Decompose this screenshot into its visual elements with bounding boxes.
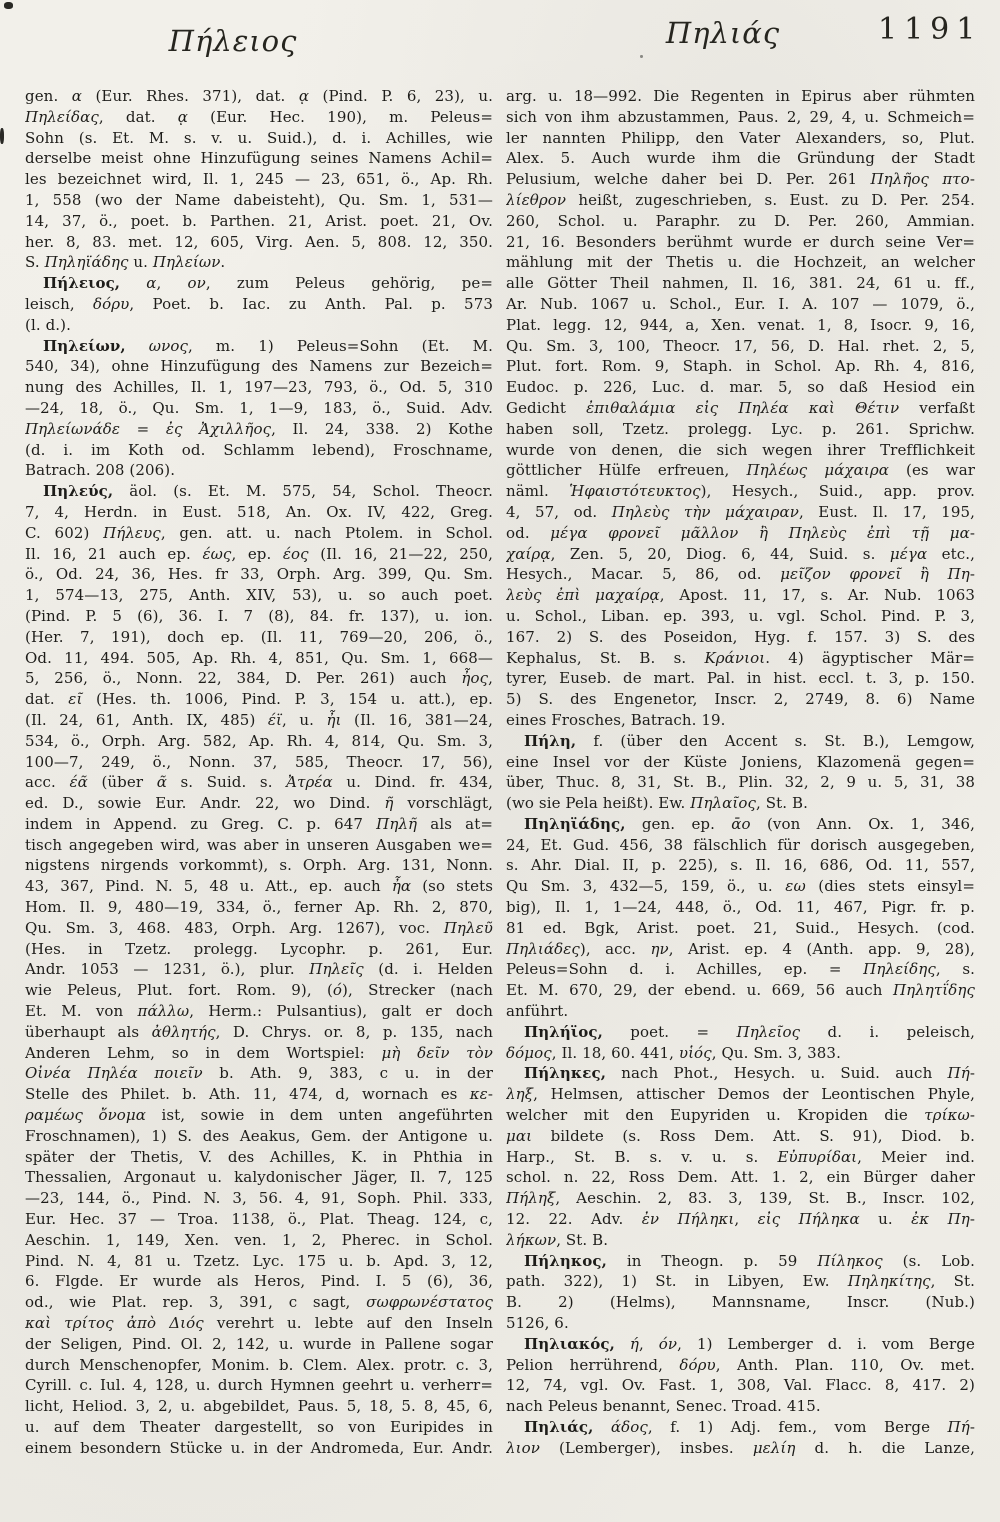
text-line: 5, 256, ö., Nonn. 22, 384, D. Per. 261) auch ἦος, [25, 669, 493, 688]
greek-text: μάχαιρα [824, 461, 889, 480]
greek-text: ἦι [326, 710, 342, 729]
greek-text: Πηλείδης [863, 960, 936, 979]
text-line: 100—7, 249, ö., Nonn. 37, 585, Theocr. 17, 56), [25, 752, 493, 771]
text-line: wie Peleus, Plut. fort. Rom. 9), (ό), Strecker (nach [25, 981, 493, 1000]
text-line: Πήληκες, nach Phot., Hesych. u. Suid. auch Πή- [524, 1064, 975, 1083]
text-line: u. Schol., Liban. ep. 393, u. vgl. Schol. Pind. P. 3, [506, 606, 975, 625]
text-line: Pelion herrührend, δόρυ, Anth. Plan. 110, Ov. met. [506, 1355, 975, 1374]
greek-text: ἐπὶ [556, 586, 581, 605]
greek-text: Πη [947, 565, 970, 584]
text-line: od. μέγα φρονεῖ μᾶλλον ἢ Πηλεὺς ἐπὶ τῇ μα- [506, 523, 975, 542]
greek-text: πτο [942, 170, 970, 189]
entry-headword: Πηλήϊος, [524, 1022, 603, 1041]
entry-headword: Πήληκος, [524, 1251, 607, 1270]
text-line: C. 602) Πήλευς, gen. att. u. nach Ptolem. in Schol. [25, 523, 493, 542]
greek-text: Πηλεῖος [736, 1022, 801, 1041]
scan-artifact [4, 2, 13, 9]
text-line: big), Il. 1, 1—24, 448, ö., Od. 11, 467, Pigr. fr. p. [506, 898, 975, 917]
text-line: sich von ihm abzustammen, Paus. 2, 29, 4, u. Schmeich= [506, 107, 975, 126]
text-line: 24, Et. Gud. 456, 38 fälschlich für dorisch ausgegeben, [506, 835, 975, 854]
text-line: Andr. 1053 — 1231, ö.), plur. Πηλεῖς (d. i. Helden [25, 960, 493, 979]
greek-text: ἐν [641, 1210, 660, 1229]
greek-text: ᾱο [731, 814, 751, 833]
text-line: welcher mit den Eupyriden u. Kropiden die τρίκω- [506, 1106, 975, 1125]
text-line: Πηλιάδες), acc. ην, Arist. ep. 4 (Anth. app. 9, 28), [506, 939, 975, 958]
greek-text: άδος [610, 1418, 648, 1436]
text-line: Πηλείων, ωνος, m. 1) Peleus=Sohn (Et. M. [43, 336, 493, 355]
greek-text: Πή [947, 1418, 970, 1436]
text-line: 43, 367, Pind. N. 5, 48 u. Att., ep. auch ἦα (so stets [25, 877, 493, 896]
text-line: καὶ τρίτος ἀπὸ Διός verehrt u. lebte auf den Inseln [25, 1314, 493, 1333]
greek-text: σωφρωνέστατος [366, 1293, 493, 1312]
text-line: u. auf dem Theater dargestellt, so von Euripides in [25, 1418, 493, 1436]
text-line: S. Πηληϊάδης u. Πηλείων. [25, 253, 226, 272]
entry-headword: Πηλεύς, [43, 482, 114, 501]
text-line: 4, 57, od. Πηλεὺς τὴν μάχαιραν, Eust. Il. 17, 195, [506, 502, 975, 521]
greek-text: Διός [169, 1314, 204, 1333]
greek-text: Ἀτρέα [286, 773, 333, 792]
text-line: Eudoc. p. 226, Luc. d. mar. 5, so daß Hesiod ein [506, 378, 975, 397]
text-line: derselbe meist ohne Hinzufügung seines Namens Achil= [25, 149, 493, 168]
text-line: göttlicher Hülfe erfreuen, Πηλέως μάχαιρα (es war [506, 461, 975, 480]
greek-text: Πηλείωνάδε [25, 419, 121, 438]
text-line: Et. M. von πάλλω, Herm.: Pulsantius), galt er doch [25, 1002, 493, 1021]
text-line: (Il. 24, 61, Anth. IX, 485) έϊ, u. ἦι (Il. 16, 381—24, [25, 710, 493, 729]
greek-text: ᾳ [177, 107, 188, 126]
text-line: 81 ed. Bgk, Arist. poet. 21, Suid., Hesych. (cod. [506, 918, 975, 937]
entry-headword: Πήλειος, [43, 274, 121, 293]
text-line: (Pind. P. 5 (6), 36. I. 7 (8), 84. fr. 137), u. ion. [25, 606, 493, 625]
greek-text: Πήληκι [677, 1210, 735, 1229]
text-line: 7, 4, Herdn. in Eust. 518, An. Ox. IV, 422, Greg. [25, 502, 493, 521]
greek-text: τῇ [911, 523, 930, 542]
text-line: Il. 16, 21 auch ep. έως, ep. έος (Il. 16, 21—22, 250, [25, 544, 493, 563]
text-line: eines Frosches, Batrach. 19. [506, 710, 726, 729]
text-line: überhaupt als ἀθλητής, D. Chrys. or. 8, p. 135, nach [25, 1022, 493, 1041]
running-head-right: Πηλιάς [665, 16, 781, 50]
text-line: Od. 11, 494. 505, Ap. Rh. 4, 851, Qu. Sm. 1, 668— [25, 648, 493, 667]
greek-text: ᾳ [298, 87, 310, 105]
text-line: alle Götter Theil nahmen, Il. 16, 381. 24, 61 u. ff., [506, 274, 975, 293]
text-line: Alex. 5. Auch wurde ihm die Gründung der Stadt [506, 149, 975, 168]
text-line: tyrer, Euseb. de mart. Pal. in hist. eccl. t. 3, p. 150. [506, 669, 975, 688]
text-line: μαι bildete (s. Ross Dem. Att. S. 91), Diod. b. [506, 1126, 975, 1145]
greek-text: μᾶλλον [680, 523, 739, 542]
greek-text: ληξ [506, 1085, 534, 1104]
text-line: ραμέως ὄνομα ist, sowie in dem unten angeführten [25, 1106, 493, 1125]
text-line: 1, 558 (wo der Name dabeisteht), Qu. Sm. 1, 531— [25, 190, 493, 209]
greek-text: έος [282, 544, 309, 563]
greek-text: Πηλητΐδης [892, 981, 975, 1000]
greek-text: μέγα [550, 523, 588, 542]
greek-text: Οἰνέα [25, 1064, 71, 1083]
greek-text: ποιεῖν [154, 1064, 203, 1083]
greek-text: ωνος [148, 336, 188, 355]
greek-text: Ἀχιλλῆος [199, 419, 272, 438]
text-line: χαίρᾳ, Zen. 5, 20, Diog. 6, 44, Suid. s. μέγα etc., [506, 544, 975, 563]
text-line: Qu Sm. 3, 432—5, 159, ö., u. εω (dies stets einsyl= [506, 877, 975, 896]
greek-text: δόρυ [679, 1355, 716, 1374]
text-line: Πήληκος, in Theogn. p. 59 Πίληκος (s. Lob. [524, 1251, 975, 1270]
greek-text: Πήληξ [506, 1189, 556, 1208]
greek-text: δόρυ [92, 294, 130, 313]
greek-text: Πηλεὺς [788, 523, 847, 542]
greek-text: Πηλείδας [25, 107, 99, 126]
text-line: les bezeichnet wird, Il. 1, 245 — 23, 651, ö., Ap. Rh. [25, 170, 493, 189]
text-line: 540, 34), ohne Hinzufügung des Namens zur Bezeich= [25, 357, 493, 376]
text-line: 5) S. des Engenetor, Inscr. 2, 2749, 8. 6) Name [506, 690, 975, 709]
text-line: 14, 37, ö., poet. b. Parthen. 21, Arist. poet. 21, Ov. [25, 211, 493, 230]
text-line: Thessalien, Argonaut u. kalydonischer Jäger, Il. 7, 125 [25, 1168, 493, 1187]
text-line: Plat. legg. 12, 944, a, Xen. venat. 1, 8, Isocr. 9, 16, [506, 315, 975, 334]
text-line: (wo sie Pela heißt). Ew. Πηλαῖος, St. B. [506, 794, 808, 813]
text-column-left [25, 86, 493, 1459]
text-line: Peleus=Sohn d. i. Achilles, ep. = Πηλείδης, s. [506, 960, 975, 979]
text-line: Πήληξ, Aeschin. 2, 83. 3, 139, St. B., Inscr. 102, [506, 1189, 975, 1208]
text-line: λίεθρον heißt, zugeschrieben, s. Eust. zu D. Per. 254. [506, 190, 975, 209]
greek-text: μὴ [381, 1043, 401, 1062]
text-line: acc. έᾶ (über ᾶ s. Suid. s. Ἀτρέα u. Dind. fr. 434, [25, 773, 493, 792]
text-line: Pelusium, welche daher bei D. Per. 261 Πηλῆος πτο- [506, 170, 975, 189]
greek-text: φρονεῖ [608, 523, 661, 542]
greek-text: ἐς [165, 419, 183, 438]
text-line: B. 2) (Helms), Mannsname, Inscr. (Nub.) [506, 1293, 975, 1312]
text-line: 6. Flgde. Er wurde als Heros, Pind. I. 5 (6), 36, [25, 1272, 493, 1291]
text-line: anführt. [506, 1002, 569, 1021]
text-line: Plut. fort. Rom. 9, Staph. in Schol. Ap. Rh. 4, 816, [506, 357, 975, 376]
greek-text: ἢ [758, 523, 769, 542]
greek-text: Ἡφαιστότευκτος [569, 482, 701, 501]
text-line: —24, 18, ö., Qu. Sm. 1, 1—9, 183, ö., Suid. Adv. [25, 398, 493, 417]
text-line: Aeschin. 1, 149, Xen. ven. 1, 2, Pherec. in Schol. [25, 1230, 493, 1249]
text-line: 5126, 6. [506, 1314, 569, 1333]
text-line: (Her. 7, 191), doch ep. (Il. 11, 769—20, 206, ö., [25, 627, 493, 646]
greek-text: έϊ [267, 710, 283, 729]
greek-text: τὴν [683, 502, 711, 521]
text-line: durch Menschenopfer, Monim. b. Clem. Alex. protr. c. 3, [25, 1355, 493, 1374]
text-line: über, Thuc. 8, 31, St. B., Plin. 32, 2, 9 u. 5, 31, 38 [506, 773, 975, 792]
greek-text: λήκων [506, 1230, 557, 1249]
greek-text: ό [332, 981, 343, 1000]
greek-text: Πή [947, 1064, 970, 1083]
greek-text: Πηλεὺς [611, 502, 670, 521]
text-line: path. 322), 1) St. in Libyen, Ew. Πηληκίτης, St. [506, 1272, 975, 1291]
text-line: 260, Schol. u. Paraphr. zu D. Per. 260, Ammian. [506, 211, 975, 230]
text-line: 21, 16. Besonders berühmt wurde er durch seine Ver= [506, 232, 975, 251]
text-line: arg. u. 18—992. Die Regenten in Epirus aber rühmten [506, 87, 975, 105]
greek-text: μεῖζον [780, 565, 831, 584]
greek-text: τὸν [466, 1043, 493, 1062]
greek-text: καὶ [25, 1314, 52, 1333]
text-line: Sohn (s. Et. M. s. v. u. Suid.), d. i. Achilles, wie [25, 128, 493, 147]
greek-text: δόμος [506, 1043, 552, 1062]
text-line: 534, ö., Orph. Arg. 582, Ap. Rh. 4, 814, Qu. Sm. 3, [25, 731, 493, 750]
entry-headword: Πήλη, [524, 731, 577, 750]
text-line: (Hes. in Tzetz. prolegg. Lycophr. p. 261, Eur. [25, 939, 493, 958]
text-line: —23, 144, ö., Pind. N. 3, 56. 4, 91, Soph. Phil. 333, [25, 1189, 493, 1208]
greek-text: τρίκω [924, 1106, 970, 1125]
entry-headword: Πήληκες, [524, 1064, 607, 1083]
text-line: nigstens nirgends vorkommt), s. Orph. Arg. 131, Nonn. [25, 856, 493, 875]
text-line: λιον (Lemberger), insbes. μελίη d. h. die Lanze, [506, 1438, 975, 1457]
text-line: (d. i. im Koth od. Schlamm lebend), Froschname, [25, 440, 493, 459]
greek-text: α [146, 274, 157, 293]
greek-text: ην [650, 939, 669, 958]
greek-text: Πηληκίτης [847, 1272, 931, 1291]
entry-headword: Πηλιάς, [524, 1418, 594, 1436]
text-line: λεὺς ἐπὶ μαχαίρᾳ, Apost. 11, 17, s. Ar. Nub. 1063 [506, 586, 975, 605]
text-line: indem in Append. zu Greg. C. p. 647 Πηλῆ als at= [25, 814, 493, 833]
entry-headword: Πηλιακός, [524, 1334, 615, 1353]
text-line: 1, 574—13, 275, Anth. XIV, 53), u. so auch poet. [25, 586, 493, 605]
greek-text: Πηλέα [738, 398, 789, 417]
greek-text: Πηληϊάδης [44, 253, 129, 272]
greek-text: υἱός [678, 1043, 712, 1062]
text-line: ler nannten Philipp, den Vater Alexanders, so, Plut. [506, 128, 975, 147]
greek-text: εῖ [68, 690, 83, 709]
text-line: nach Peleus benannt, Senec. Troad. 415. [506, 1397, 821, 1416]
greek-text: Θέτιν [855, 398, 900, 417]
greek-text: ἦος [461, 669, 489, 688]
greek-text: Πηλέως [746, 461, 808, 480]
text-line: schol. n. 22, Ross Dem. Att. 1. 2, ein Bürger daher [506, 1168, 975, 1187]
text-line: Cyrill. c. Iul. 4, 128, u. durch Hymnen geehrt u. verherr= [25, 1376, 493, 1395]
greek-text: ραμέως [25, 1106, 83, 1125]
text-line: licht, Heliod. 3, 2, u. abgebildet, Paus. 5, 18, 5. 8, 45, 6, [25, 1397, 493, 1416]
text-line: s. Ahr. Dial. II, p. 225), s. Il. 16, 686, Od. 11, 557, [506, 856, 975, 875]
greek-text: ἦα [391, 877, 412, 896]
text-line: Gedicht ἐπιθαλάμια εἰς Πηλέα καὶ Θέτιν verfaßt [506, 398, 975, 417]
greek-text: τρίτος [64, 1314, 114, 1333]
text-line: 12, 74, vgl. Ov. Fast. 1, 308, Val. Flacc. 8, 417. 2) [506, 1376, 975, 1395]
greek-text: Πηλείων [152, 253, 221, 272]
greek-text: μαχαίρᾳ [595, 586, 660, 605]
greek-text: ῆ [384, 794, 394, 813]
text-line: Et. M. 670, 29, der ebend. u. 669, 56 auch Πηλητΐδης [506, 981, 975, 1000]
greek-text: φρονεῖ [849, 565, 902, 584]
text-line: der Seligen, Pind. Ol. 2, 142, u. wurde in Pallene sogar [25, 1334, 493, 1353]
text-line: Anderen Lehm, so in dem Wortspiel: μὴ δεῖν τὸν [25, 1043, 493, 1062]
text-line: Πηλιάς, άδος, f. 1) Adj. fem., vom Berge Πή- [524, 1418, 975, 1436]
greek-text: Πηλεῖς [309, 960, 364, 979]
greek-text: Κράνιοι [704, 648, 766, 667]
text-line: ληξ, Helmsen, attischer Demos der Leontischen Phyle, [506, 1085, 975, 1104]
text-line: Hesych., Macar. 5, 86, od. μεῖζον φρονεῖ ἢ Πη- [506, 565, 975, 584]
text-line: Batrach. 208 (206). [25, 461, 176, 480]
text-line: mählung mit der Thetis u. die Hochzeit, an welcher [506, 253, 975, 272]
text-line: δόμος, Il. 18, 60. 441, υἱός, Qu. Sm. 3, 383. [506, 1043, 841, 1062]
greek-text: εἰς [695, 398, 719, 417]
text-line: Froschnamen), 1) S. des Aeakus, Gem. der Antigone u. [25, 1126, 493, 1145]
greek-text: ὄνομα [98, 1106, 146, 1125]
text-line: Οἰνέα Πηλέα ποιεῖν b. Ath. 9, 383, c u. in der [25, 1064, 493, 1083]
greek-text: λιον [506, 1438, 540, 1457]
greek-text: ἐπιθαλάμια [586, 398, 676, 417]
greek-text: ᾶ [156, 773, 167, 792]
greek-text: πάλλω [137, 1002, 190, 1021]
scan-artifact [640, 55, 643, 58]
text-column-right [506, 86, 975, 1459]
text-line: tisch angegeben wird, was aber in unseren Ausgaben we= [25, 835, 493, 854]
greek-text: ἀπὸ [126, 1314, 157, 1333]
text-line: Stelle des Philet. b. Ath. 11, 474, d, wornach es κε- [25, 1085, 493, 1104]
greek-text: ἢ [919, 565, 929, 584]
greek-text: Πηλιάδες [506, 939, 580, 958]
text-line: Πηλεύς, äol. (s. Et. M. 575, 54, Schol. Theocr. [43, 482, 493, 501]
text-line: Πηλιακός, ή, όν, 1) Lemberger d. i. vom Berge [524, 1334, 975, 1353]
text-line: wurde von denen, die sich wegen ihrer Trefflichkeit [506, 440, 975, 459]
text-line: eine Insel vor der Küste Joniens, Klazomenä gegen= [506, 752, 975, 771]
text-line: ed. D., sowie Eur. Andr. 22, wo Dind. ῆ vorschlägt, [25, 794, 493, 813]
greek-text: μέγα [889, 544, 928, 563]
greek-text: ον [187, 274, 206, 293]
greek-text: όν [658, 1334, 678, 1353]
greek-text: χαίρᾳ [506, 544, 551, 563]
text-line: Qu. Sm. 3, 468. 483, Orph. Arg. 1267), voc. Πηλεῦ [25, 918, 493, 937]
greek-text: εἰς [757, 1210, 781, 1229]
entry-headword: Πηλείων, [43, 336, 126, 355]
greek-text: λίεθρον [506, 190, 567, 209]
greek-text: έως [202, 544, 232, 563]
text-line: Pind. N. 4, 81 u. Tzetz. Lyc. 175 u. b. Apd. 3, 12, [25, 1251, 493, 1270]
greek-text: Πηλέα [87, 1064, 138, 1083]
text-line: λήκων, St. B. [506, 1230, 609, 1249]
text-line: Eur. Hec. 37 — Troa. 1138, ö., Plat. Theag. 124, c, [25, 1210, 493, 1229]
greek-text: ή [629, 1334, 639, 1353]
text-line: Πήλη, f. (über den Accent s. St. B.), Lemgow, [524, 731, 975, 750]
text-line: dat. εῖ (Hes. th. 1006, Pind. P. 3, 154 u. att.), ep. [25, 690, 493, 709]
text-line: (l. d.). [25, 315, 71, 334]
greek-text: Πίληκος [817, 1251, 883, 1270]
text-line: Kephalus, St. B. s. Κράνιοι. 4) ägyptischer Mär= [506, 648, 975, 667]
greek-text: Πήληκα [798, 1210, 860, 1229]
greek-text: Πήλευς [103, 523, 161, 542]
text-line: Πηλήϊος, poet. = Πηλεῖος d. i. peleisch, [524, 1022, 975, 1041]
scan-artifact [0, 128, 4, 144]
greek-text: καὶ [808, 398, 835, 417]
greek-text: εω [785, 877, 806, 896]
greek-text: μελίη [752, 1438, 796, 1457]
text-line: od., wie Plat. rep. 3, 391, c sagt, σωφρωνέστατος [25, 1293, 493, 1312]
greek-text: ἀθλητής [151, 1022, 216, 1041]
greek-text: Πηλαῖος [690, 794, 756, 813]
text-line: Πηληϊάδης, gen. ep. ᾱο (von Ann. Ox. 1, 346, [524, 814, 975, 833]
text-line: nung des Achilles, Il. 1, 197—23, 793, ö., Od. 5, 310 [25, 378, 493, 397]
text-line: Πηλείδας, dat. ᾳ (Eur. Hec. 190), m. Peleus= [25, 107, 493, 126]
text-line: Πήλειος, α, ον, zum Peleus gehörig, pe= [43, 274, 493, 293]
text-line: später der Thetis, V. des Achilles, K. in Phthia in [25, 1147, 493, 1166]
greek-text: Πηλεῦ [443, 918, 493, 937]
running-head-left: Πήλειος [168, 24, 298, 58]
greek-text: λεὺς [506, 586, 542, 605]
text-line: 167. 2) S. des Poseidon, Hyg. f. 157. 3) S. des [506, 627, 975, 646]
greek-text: Πηλῆ [376, 814, 418, 833]
text-line: leisch, δόρυ, Poet. b. Iac. zu Anth. Pal. p. 573 [25, 294, 493, 313]
greek-text: α [71, 87, 82, 105]
greek-text: Πη [947, 1210, 970, 1229]
text-line: Hom. Il. 9, 480—19, 334, ö., ferner Ap. Rh. 2, 870, [25, 898, 493, 917]
text-line: näml. Ἡφαιστότευκτος), Hesych., Suid., app. prov. [506, 482, 975, 501]
greek-text: ἐκ [911, 1210, 930, 1229]
page-number: 1191 [878, 12, 983, 47]
text-line: gen. α (Eur. Rhes. 371), dat. ᾳ (Pind. P. 6, 23), u. [25, 87, 493, 105]
entry-headword: Πηληϊάδης, [524, 814, 626, 833]
greek-text: κε [469, 1085, 488, 1104]
greek-text: Πηλῆος [870, 170, 930, 189]
greek-text: έᾶ [69, 773, 88, 792]
text-line: einem besondern Stücke u. in der Andromeda, Eur. Andr. [25, 1438, 493, 1457]
greek-text: μάχαιραν [725, 502, 799, 521]
greek-text: δεῖν [417, 1043, 450, 1062]
greek-text: ἐπὶ [866, 523, 892, 542]
text-line: ö., Od. 24, 36, Hes. fr 33, Orph. Arg. 399, Qu. Sm. [25, 565, 493, 584]
greek-text: Εὐπυρίδαι [777, 1147, 858, 1166]
text-line: Harp., St. B. s. v. u. s. Εὐπυρίδαι, Meier ind. [506, 1147, 975, 1166]
text-line: Πηλείωνάδε = ἐς Ἀχιλλῆος, Il. 24, 338. 2) Kothe [25, 419, 493, 438]
text-line: her. 8, 83. met. 12, 605, Virg. Aen. 5, 808. 12, 350. [25, 232, 493, 251]
text-line: haben soll, Tzetz. prolegg. Lyc. p. 261. Sprichw. [506, 419, 975, 438]
greek-text: μα [949, 523, 970, 542]
greek-text: μαι [506, 1126, 533, 1145]
text-line: Qu. Sm. 3, 100, Theocr. 17, 56, D. Hal. rhet. 2, 5, [506, 336, 975, 355]
text-line: Ar. Nub. 1067 u. Schol., Eur. I. A. 107 — 1079, ö., [506, 294, 975, 313]
text-line: 12. 22. Adv. ἐν Πήληκι, εἰς Πήληκα u. ἐκ Πη- [506, 1210, 975, 1229]
